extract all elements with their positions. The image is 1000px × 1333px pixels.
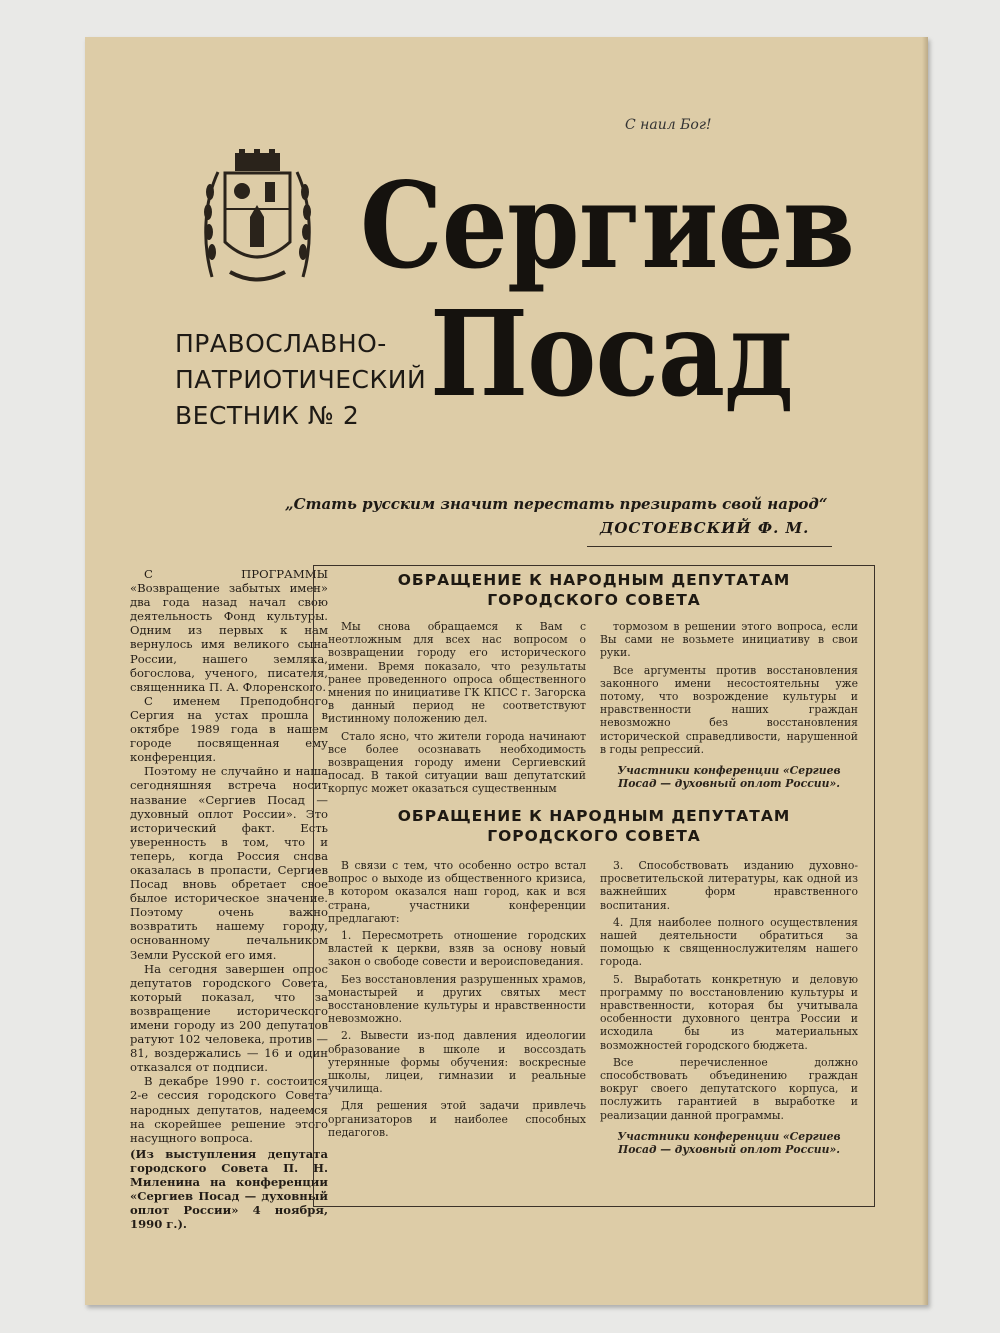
city-coat-of-arms-emblem <box>200 147 315 287</box>
appeal2-paragraph: 3. Способствовать изданию духовно-просветительской литературы, как одной из важнейших форм нравственного воспитания. <box>600 859 858 912</box>
masthead-title-line2: Посад <box>430 284 793 423</box>
subtitle-line3: ВЕСТНИК № 2 <box>175 401 360 430</box>
article-paragraph: Поэтому не случайно и наша сегодняшняя встреча носит название «Сергиев Посад — духовный оплот России». Это исторический факт. Есть уверенность в том, что и теперь, когда Россия снова оказалась в пропасти, Сергиев Посад вновь обретает свое былое историческое значение. Поэтому очень важно возвратить нашему городу, основанному печальником Земли Русской его имя. <box>130 764 328 962</box>
author-underline <box>587 546 832 547</box>
epigraph-quote: „Стать русским значит перестать презирать свой народ“ <box>285 495 828 513</box>
appeal2-paragraph: Для решения этой задачи привлечь организаторов и наиболее способных педагогов. <box>328 1099 586 1139</box>
appeal1-paragraph: тормозом в решении этого вопроса, если Вы сами не возьмете инициативу в свои руки. <box>600 620 858 660</box>
appeal2-paragraph: 5. Выработать конкретную и деловую программу по восстановлению культуры и нравственности, которая бы учитывала особенности духовного центра России и исходила бы из материальных возможностей городского бюджета. <box>600 972 858 1052</box>
appeal2-paragraph: Без восстановления разрушенных храмов, монастырей и других святых мест восстановление культуры и нравственности невозможно. <box>328 972 586 1026</box>
masthead-title-line1: Сергиев <box>360 156 855 295</box>
appeal1-left-column <box>328 620 586 800</box>
appeal1-paragraph: Все аргументы против восстановления законного имени несостоятельны уже потому, что возрождение культуры и нравственности наших граждан невозможно без восстановления исторической справедливости, нарушенной в годы репрессий. <box>600 663 858 756</box>
appeal2-right-column <box>600 859 858 1160</box>
appeal1-signature: Участники конференции «Сергиев Посад — духовный оплот России». <box>617 764 841 791</box>
left-column-article <box>130 567 328 1231</box>
epigraph-author: ДОСТОЕВСКИЙ Ф. М. <box>600 519 810 537</box>
article-caption: (Из выступления депутата городского Совета П. Н. Миленина на конференции «Сергиев Посад — духовный оплот России» 4 ноября, 1990 г.). <box>130 1146 328 1232</box>
article-paragraph: С ПРОГРАММЫ «Возвращение забытых имен» два года назад начал свою деятельность Фонд культуры. Одним из первых к нам вернулось имя великого сына России, нашего земляка, богослова, ученого, писателя, священника П. А. Флоренского. <box>130 567 328 694</box>
article-paragraph: На сегодня завершен опрос депутатов городского Совета, который показал, что за возвращение исторического имени городу из 200 депутатов ратуют 102 человека, против — 81, воздержались — 16 и один отказался от подписи. <box>130 961 328 1075</box>
newspaper-page <box>85 37 928 1305</box>
appeal2-paragraph: В связи с тем, что особенно остро встал вопрос о выходе из общественного кризиса, в котором оказался наш город, как и вся страна, участники конференции предлагают: <box>328 859 586 925</box>
subtitle-line2: ПАТРИОТИЧЕСКИЙ <box>175 365 427 394</box>
article-paragraph: С именем Преподобного Сергия на устах прошла в октябре 1989 года в нашем городе посвященная ему конференция. <box>130 693 328 765</box>
appeal1-paragraph: Мы снова обращаемся к Вам с неотложным для всех нас вопросом о возвращении городу его исторического имени. Время показало, что результаты ранее проведенного опроса общественного мнения по инициативе ГК КПСС г. Загорска в данный период не соответствуют истинному положению дел. <box>328 620 586 726</box>
appeal2-paragraph: 4. Для наиболее полного осуществления нашей деятельности обратиться за помощью к священнослужителям нашего города. <box>600 915 858 969</box>
appeals-box <box>313 565 875 1207</box>
appeal2-left-column <box>328 859 586 1143</box>
appeal2-heading-line2: ГОРОДСКОГО СОВЕТА <box>487 827 701 845</box>
appeal1-right-column <box>600 620 858 794</box>
appeal2-paragraph: 2. Вывести из-под давления идеологии образование в школе и воссоздать утерянные формы обучения: воскресные школы, лицеи, гимназии и реальные училища. <box>328 1029 586 1096</box>
appeal2-signature: Участники конференции «Сергиев Посад — духовный оплот России». <box>617 1129 841 1157</box>
appeal1-paragraph: Стало ясно, что жители города начинают все более осознавать необходимость возвращения городу имени Сергиевский посад. В такой ситуации ваш депутатский корпус может оказаться существенным <box>328 729 586 796</box>
appeal1-heading-line2: ГОРОДСКОГО СОВЕТА <box>487 591 701 609</box>
appeal2-heading-line1: ОБРАЩЕНИЕ К НАРОДНЫМ ДЕПУТАТАМ <box>397 807 791 825</box>
appeal2-paragraph: 1. Пересмотреть отношение городских властей к церкви, взяв за основу новый закон о свободе совести и вероисповедания. <box>328 929 586 969</box>
article-paragraph: В декабре 1990 г. состоится 2-е сессия городского Совета народных депутатов, надеемся на скорейшее решение этого насущного вопроса. <box>130 1074 328 1145</box>
subtitle-line1: ПРАВОСЛАВНО- <box>175 329 387 358</box>
handwritten-note: С наил Бог! <box>625 117 712 133</box>
appeal1-heading-line1: ОБРАЩЕНИЕ К НАРОДНЫМ ДЕПУТАТАМ <box>397 571 791 589</box>
appeal2-paragraph: Все перечисленное должно способствовать объединению граждан вокруг своего депутатского корпуса, и послужить гарантией в выработке и реализации данной программы. <box>600 1055 858 1122</box>
